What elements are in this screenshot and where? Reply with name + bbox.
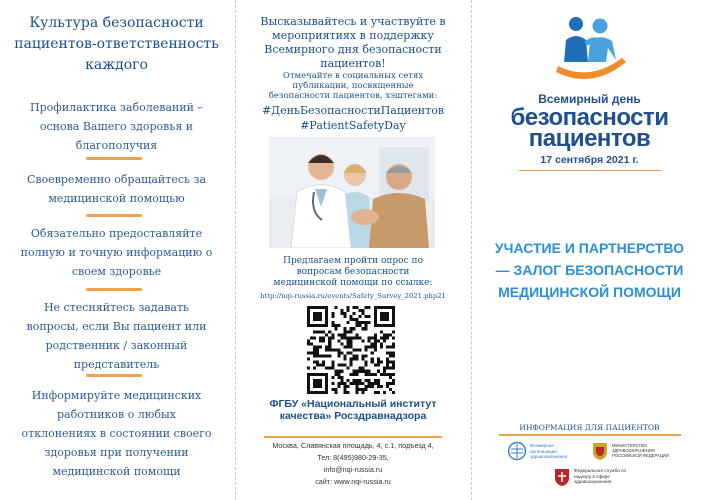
roszdravnadzor-emblem-icon	[553, 467, 571, 487]
patient-info-label: ИНФОРМАЦИЯ ДЛЯ ПАЦИЕНТОВ	[519, 423, 660, 432]
title-line-3: пациентов	[528, 125, 651, 152]
tip-4: Не стесняйтесь задавать вопросы, если Вы пациент или родственник / законный представитель	[26, 301, 207, 371]
separator-4	[86, 374, 142, 377]
minzdrav-emblem-icon	[591, 441, 609, 461]
org-name: ФГБУ «Национальный институт качества» Росздравнадзора	[269, 398, 437, 422]
survey-link[interactable]: http://nqi-russia.ru/events/Safety_Survey_2021.php21	[260, 292, 446, 300]
left-panel	[0, 0, 233, 500]
minzdrav-label: МИНИСТЕРСТВО ЗДРАВООХРАНЕНИЯ РОССИЙСКОЙ ФЕДЕРАЦИИ	[612, 443, 669, 458]
info-underline	[499, 434, 681, 436]
who-emblem-icon	[507, 441, 527, 461]
who-label: Всемирная организация здравоохранения	[530, 443, 568, 459]
tip-5: Информируйте медицинских работников о любых отклонениях в состоянии своего здоровья при получении медицинской помощи	[21, 389, 212, 478]
tip-2: Своевременно обращайтесь за медицинской помощью	[26, 173, 207, 205]
separator-1	[86, 157, 142, 160]
roszdravnadzor-label: Федеральная служба по надзору в сфере здравоохранения	[574, 468, 627, 484]
left-title: Культура безопасности пациентов-ответственность каждого	[14, 15, 219, 73]
survey-text: Предлагаем пройти опрос по вопросам безопасности медицинской помощи по ссылке:	[273, 256, 433, 288]
separator-2	[86, 214, 142, 217]
hashtag-ru: #ДеньБезопасностиПациентов	[261, 104, 445, 117]
doctor-patient-photo	[269, 137, 435, 248]
event-date: 17 сентября 2021 г.	[540, 154, 639, 166]
contact-separator	[264, 436, 442, 438]
qr-code[interactable]	[307, 306, 395, 394]
website[interactable]: сайт: www.nqi-russia.ru	[315, 477, 391, 486]
address: Москва, Славянская площадь, 4, с.1, подъезд 4,	[272, 441, 434, 450]
phone: Тел: 8(495)980-29-35,	[317, 453, 389, 462]
middle-panel	[236, 0, 470, 500]
title-underline	[519, 170, 661, 171]
patient-safety-day-logo-icon	[556, 14, 626, 84]
tip-1: Профилактика заболеваний – основа Вашего здоровья и благополучия	[29, 101, 203, 152]
hashtag-en: #PatientSafetyDay	[300, 119, 406, 132]
fold-line-right	[471, 0, 472, 500]
tip-3: Обязательно предоставляйте полную и точную информацию о своем здоровье	[20, 227, 213, 278]
social-note: Отмечайте в социальных сетях публикации, посвященные безопасности пациентов, хэштегами:	[268, 71, 438, 101]
headline: УЧАСТИЕ И ПАРТНЕРСТВО — ЗАЛОГ БЕЗОПАСНОСТИ МЕДИЦИНСКОЙ ПОМОЩИ	[494, 240, 685, 300]
email[interactable]: info@nqi-russia.ru	[323, 465, 383, 474]
title-line-1: Всемирный день	[538, 92, 641, 106]
right-panel	[473, 0, 706, 500]
title-line-2: безопасности	[510, 104, 669, 131]
middle-heading: Высказывайтесь и участвуйте в мероприятиях в поддержку Всемирного дня безопасности пациентов!	[260, 15, 446, 70]
separator-3	[86, 288, 142, 291]
